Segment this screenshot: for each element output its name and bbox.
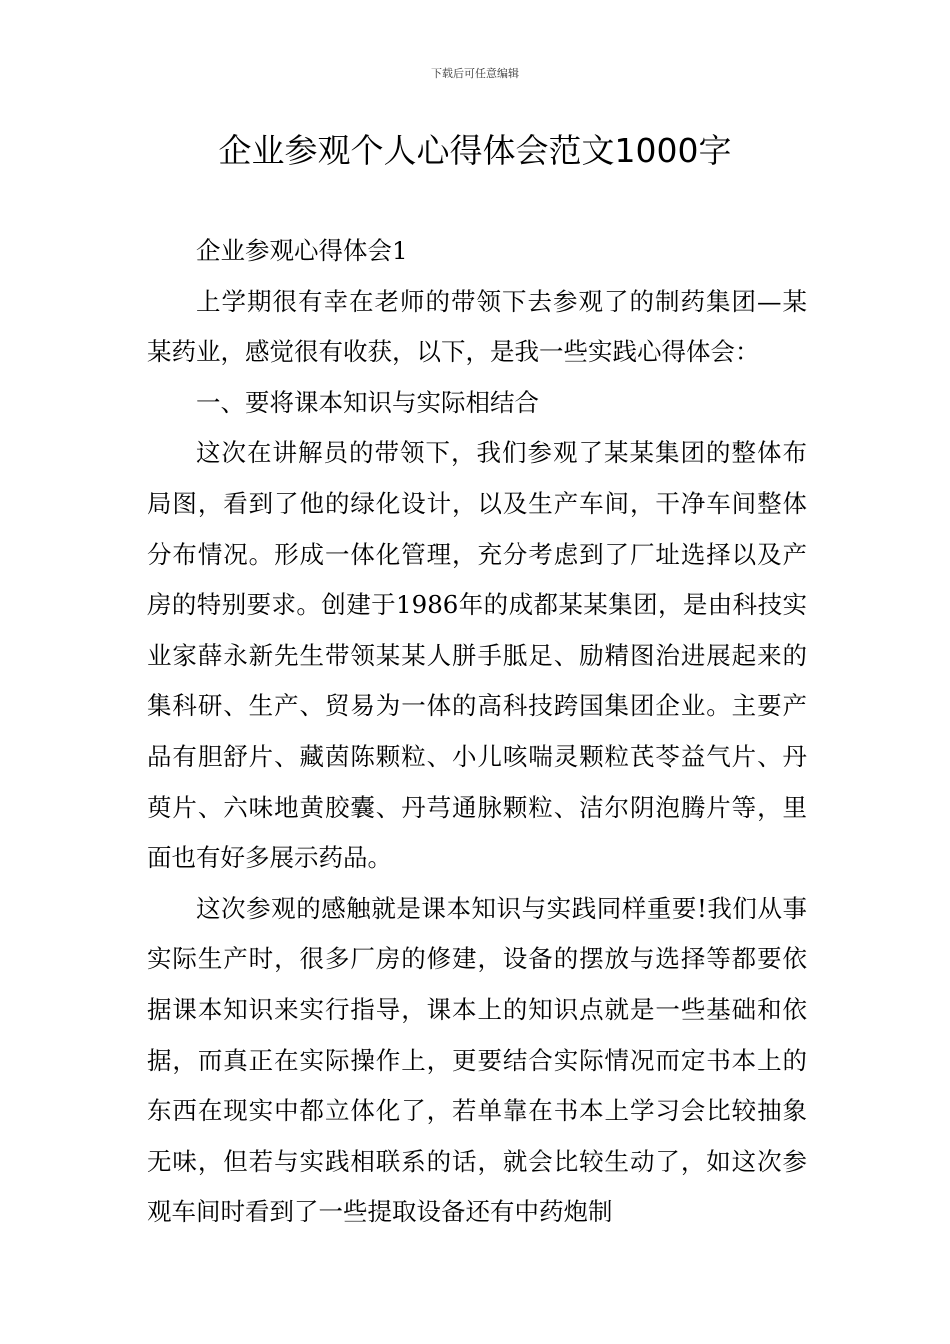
paragraph: 这次在讲解员的带领下，我们参观了某某集团的整体布局图，看到了他的绿化设计，以及生产车间，干净车间整体分布情况。形成一体化管理，充分考虑到了厂址选择以及产房的特别要求。创建于1986年的成都某某集团，是由科技实业家薛永新先生带领某某人胼手胝足、励精图治进展起来的集科研、生产、贸易为一体的高科技跨国集团企业。主要产品有胆舒片、藏茵陈颗粒、小儿咳喘灵颗粒芪苓益气片、丹萸片、六味地黄胶囊、丹芎通脉颗粒、洁尔阴泡腾片等，里面也有好多展示药品。 xyxy=(147,438,807,873)
paragraph: 上学期很有幸在老师的带领下去参观了的制药集团—某某药业，感觉很有收获，以下，是我一些实践心得体会： xyxy=(147,286,807,367)
subsection-heading: 一、要将课本知识与实际相结合 xyxy=(196,387,539,417)
paragraph: 这次参观的感触就是课本知识与实践同样重要!我们从事实际生产时，很多厂房的修建，设备的摆放与选择等都要依据课本知识来实行指导，课本上的知识点就是一些基础和依据，而真正在实际操作上，更要结合实际情况而定书本上的东西在现实中都立体化了，若单靠在书本上学习会比较抽象无味，但若与实践相联系的话，就会比较生动了，如这次参观车间时看到了一些提取设备还有中药炮制 xyxy=(147,893,807,1227)
document-body xyxy=(147,226,807,1238)
section-heading: 企业参观心得体会1 xyxy=(196,236,408,265)
document-title: 企业参观个人心得体会范文1000字 xyxy=(218,131,732,170)
header-note: 下载后可任意编辑 xyxy=(431,67,519,80)
